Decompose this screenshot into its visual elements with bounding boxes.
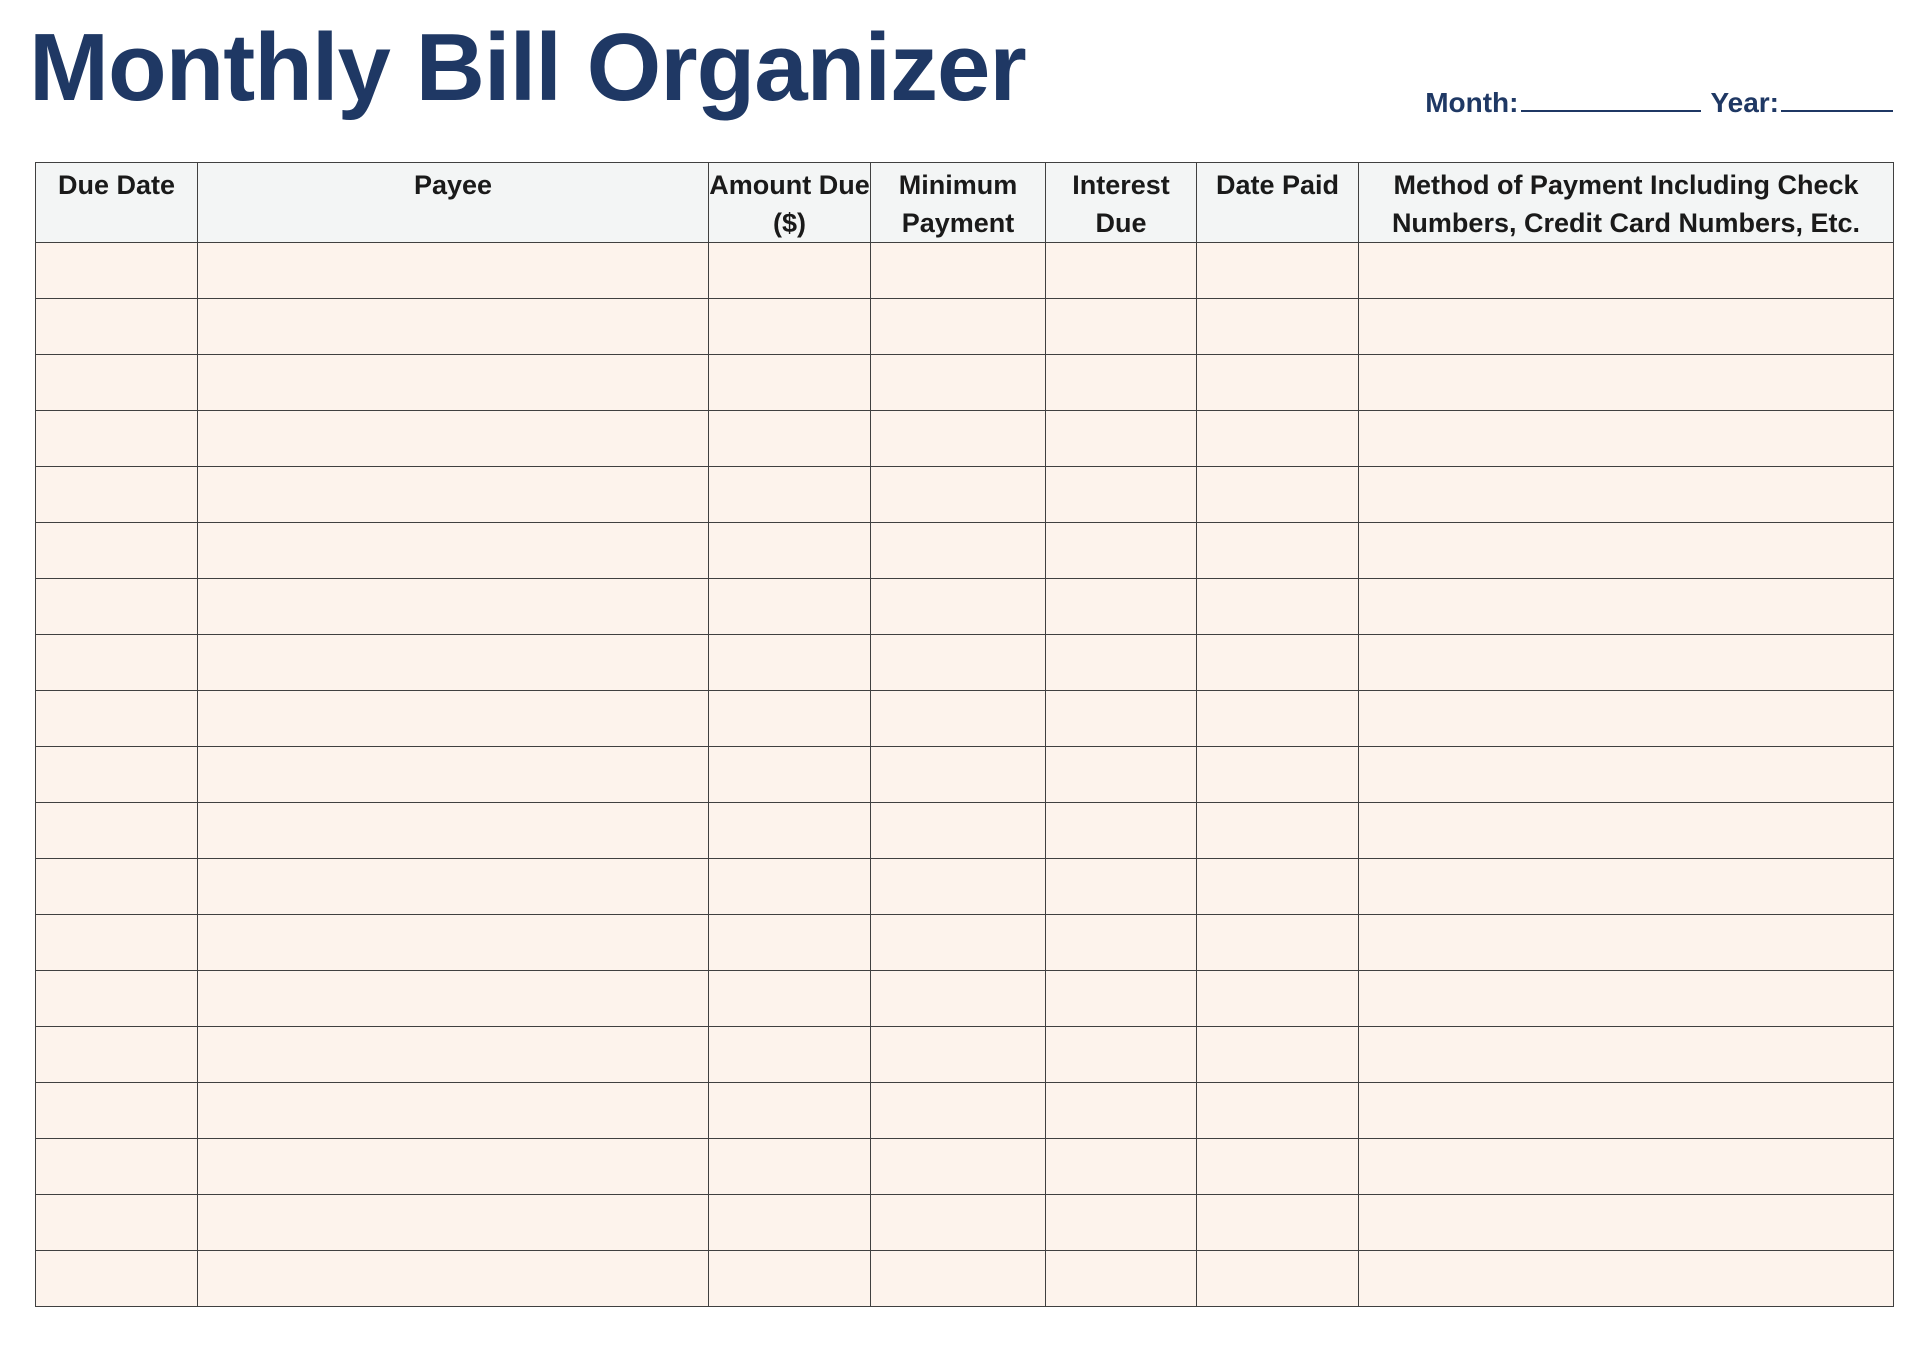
method-of-payment-cell[interactable] [1359,243,1894,299]
amount-due-cell[interactable] [709,1251,871,1307]
payee-cell[interactable] [198,1027,709,1083]
column-header-date-paid: Date Paid [1197,163,1359,243]
column-header-minimum-payment: Minimum Payment [871,163,1046,243]
due-date-cell[interactable] [36,467,198,523]
column-header-method-of-payment: Method of Payment Including Check Numbers, Credit Card Numbers, Etc. [1359,163,1894,243]
amount-due-cell[interactable] [709,859,871,915]
payee-cell[interactable] [198,523,709,579]
method-of-payment-cell[interactable] [1359,915,1894,971]
table-row [36,971,1894,1027]
date-paid-cell[interactable] [1197,1027,1359,1083]
minimum-payment-cell[interactable] [871,803,1046,859]
interest-due-cell[interactable] [1046,1083,1197,1139]
bill-table [35,162,1894,1307]
date-paid-cell[interactable] [1197,971,1359,1027]
interest-due-cell[interactable] [1046,803,1197,859]
interest-due-cell[interactable] [1046,1251,1197,1307]
due-date-cell[interactable] [36,579,198,635]
table-row [36,411,1894,467]
method-of-payment-cell[interactable] [1359,355,1894,411]
minimum-payment-cell[interactable] [871,299,1046,355]
method-of-payment-cell[interactable] [1359,971,1894,1027]
minimum-payment-cell[interactable] [871,971,1046,1027]
amount-due-cell[interactable] [709,467,871,523]
date-paid-cell[interactable] [1197,1195,1359,1251]
date-paid-cell[interactable] [1197,691,1359,747]
payee-cell[interactable] [198,1139,709,1195]
table-row [36,1251,1894,1307]
year-label: Year: [1710,87,1779,118]
table-row [36,1195,1894,1251]
method-of-payment-cell[interactable] [1359,523,1894,579]
table-row [36,355,1894,411]
payee-cell[interactable] [198,1195,709,1251]
bill-rows [36,243,1894,1307]
interest-due-cell[interactable] [1046,859,1197,915]
interest-due-cell[interactable] [1046,971,1197,1027]
due-date-cell[interactable] [36,1083,198,1139]
payee-cell[interactable] [198,579,709,635]
interest-due-cell[interactable] [1046,747,1197,803]
interest-due-cell[interactable] [1046,915,1197,971]
minimum-payment-cell[interactable] [871,523,1046,579]
payee-cell[interactable] [198,299,709,355]
due-date-cell[interactable] [36,971,198,1027]
due-date-cell[interactable] [36,915,198,971]
amount-due-cell[interactable] [709,691,871,747]
column-header-interest-due: Interest Due [1046,163,1197,243]
table-row [36,1083,1894,1139]
method-of-payment-cell[interactable] [1359,467,1894,523]
page-title: Monthly Bill Organizer [29,14,1026,121]
interest-due-cell[interactable] [1046,635,1197,691]
due-date-cell[interactable] [36,299,198,355]
minimum-payment-cell[interactable] [871,355,1046,411]
interest-due-cell[interactable] [1046,299,1197,355]
amount-due-cell[interactable] [709,355,871,411]
interest-due-cell[interactable] [1046,243,1197,299]
payee-cell[interactable] [198,691,709,747]
payee-cell[interactable] [198,915,709,971]
table-row [36,635,1894,691]
amount-due-cell[interactable] [709,635,871,691]
interest-due-cell[interactable] [1046,1139,1197,1195]
interest-due-cell[interactable] [1046,691,1197,747]
payee-cell[interactable] [198,635,709,691]
column-header-payee: Payee [198,163,709,243]
payee-cell[interactable] [198,1083,709,1139]
amount-due-cell[interactable] [709,411,871,467]
minimum-payment-cell[interactable] [871,1195,1046,1251]
table-row [36,691,1894,747]
date-paid-cell[interactable] [1197,747,1359,803]
minimum-payment-cell[interactable] [871,859,1046,915]
date-paid-cell[interactable] [1197,1139,1359,1195]
amount-due-cell[interactable] [709,1195,871,1251]
table-row [36,467,1894,523]
due-date-cell[interactable] [36,1195,198,1251]
method-of-payment-cell[interactable] [1359,1083,1894,1139]
date-paid-cell[interactable] [1197,355,1359,411]
date-paid-cell[interactable] [1197,411,1359,467]
date-paid-cell[interactable] [1197,915,1359,971]
payee-cell[interactable] [198,1251,709,1307]
payee-cell[interactable] [198,971,709,1027]
date-paid-cell[interactable] [1197,579,1359,635]
method-of-payment-cell[interactable] [1359,1139,1894,1195]
table-row [36,523,1894,579]
payee-cell[interactable] [198,747,709,803]
due-date-cell[interactable] [36,1139,198,1195]
due-date-cell[interactable] [36,747,198,803]
year-blank-line[interactable] [1781,82,1893,112]
amount-due-cell[interactable] [709,523,871,579]
column-header-due-date: Due Date [36,163,198,243]
table-row [36,915,1894,971]
interest-due-cell[interactable] [1046,411,1197,467]
due-date-cell[interactable] [36,243,198,299]
minimum-payment-cell[interactable] [871,243,1046,299]
date-paid-cell[interactable] [1197,523,1359,579]
minimum-payment-cell[interactable] [871,915,1046,971]
amount-due-cell[interactable] [709,579,871,635]
amount-due-cell[interactable] [709,1027,871,1083]
interest-due-cell[interactable] [1046,523,1197,579]
method-of-payment-cell[interactable] [1359,299,1894,355]
method-of-payment-cell[interactable] [1359,803,1894,859]
date-paid-cell[interactable] [1197,243,1359,299]
minimum-payment-cell[interactable] [871,467,1046,523]
amount-due-cell[interactable] [709,299,871,355]
payee-cell[interactable] [198,411,709,467]
method-of-payment-cell[interactable] [1359,691,1894,747]
amount-due-cell[interactable] [709,971,871,1027]
due-date-cell[interactable] [36,1027,198,1083]
payee-cell[interactable] [198,859,709,915]
date-paid-cell[interactable] [1197,467,1359,523]
method-of-payment-cell[interactable] [1359,579,1894,635]
method-of-payment-cell[interactable] [1359,1195,1894,1251]
amount-due-cell[interactable] [709,243,871,299]
payee-cell[interactable] [198,803,709,859]
date-paid-cell[interactable] [1197,803,1359,859]
method-of-payment-cell[interactable] [1359,411,1894,467]
amount-due-cell[interactable] [709,1139,871,1195]
header-row [36,163,1894,243]
date-paid-cell[interactable] [1197,299,1359,355]
minimum-payment-cell[interactable] [871,1083,1046,1139]
minimum-payment-cell[interactable] [871,691,1046,747]
due-date-cell[interactable] [36,635,198,691]
method-of-payment-cell[interactable] [1359,1251,1894,1307]
minimum-payment-cell[interactable] [871,747,1046,803]
interest-due-cell[interactable] [1046,467,1197,523]
payee-cell[interactable] [198,243,709,299]
minimum-payment-cell[interactable] [871,635,1046,691]
minimum-payment-cell[interactable] [871,411,1046,467]
amount-due-cell[interactable] [709,1083,871,1139]
due-date-cell[interactable] [36,803,198,859]
method-of-payment-cell[interactable] [1359,859,1894,915]
amount-due-cell[interactable] [709,803,871,859]
column-header-amount-due: Amount Due ($) [709,163,871,243]
due-date-cell[interactable] [36,691,198,747]
month-year-fields [1425,82,1893,119]
interest-due-cell[interactable] [1046,1027,1197,1083]
date-paid-cell[interactable] [1197,859,1359,915]
interest-due-cell[interactable] [1046,1195,1197,1251]
date-paid-cell[interactable] [1197,1083,1359,1139]
interest-due-cell[interactable] [1046,579,1197,635]
table-row [36,579,1894,635]
minimum-payment-cell[interactable] [871,1027,1046,1083]
amount-due-cell[interactable] [709,747,871,803]
table-row [36,243,1894,299]
table-row [36,747,1894,803]
due-date-cell[interactable] [36,411,198,467]
due-date-cell[interactable] [36,1251,198,1307]
method-of-payment-cell[interactable] [1359,1027,1894,1083]
date-paid-cell[interactable] [1197,635,1359,691]
minimum-payment-cell[interactable] [871,1251,1046,1307]
table-row [36,803,1894,859]
minimum-payment-cell[interactable] [871,579,1046,635]
date-paid-cell[interactable] [1197,1251,1359,1307]
month-label: Month: [1425,87,1519,118]
table-row [36,1027,1894,1083]
amount-due-cell[interactable] [709,915,871,971]
interest-due-cell[interactable] [1046,355,1197,411]
table-row [36,1139,1894,1195]
method-of-payment-cell[interactable] [1359,635,1894,691]
table-row [36,299,1894,355]
due-date-cell[interactable] [36,523,198,579]
due-date-cell[interactable] [36,355,198,411]
month-blank-line[interactable] [1521,82,1701,112]
minimum-payment-cell[interactable] [871,1139,1046,1195]
due-date-cell[interactable] [36,859,198,915]
payee-cell[interactable] [198,467,709,523]
payee-cell[interactable] [198,355,709,411]
method-of-payment-cell[interactable] [1359,747,1894,803]
table-row [36,859,1894,915]
